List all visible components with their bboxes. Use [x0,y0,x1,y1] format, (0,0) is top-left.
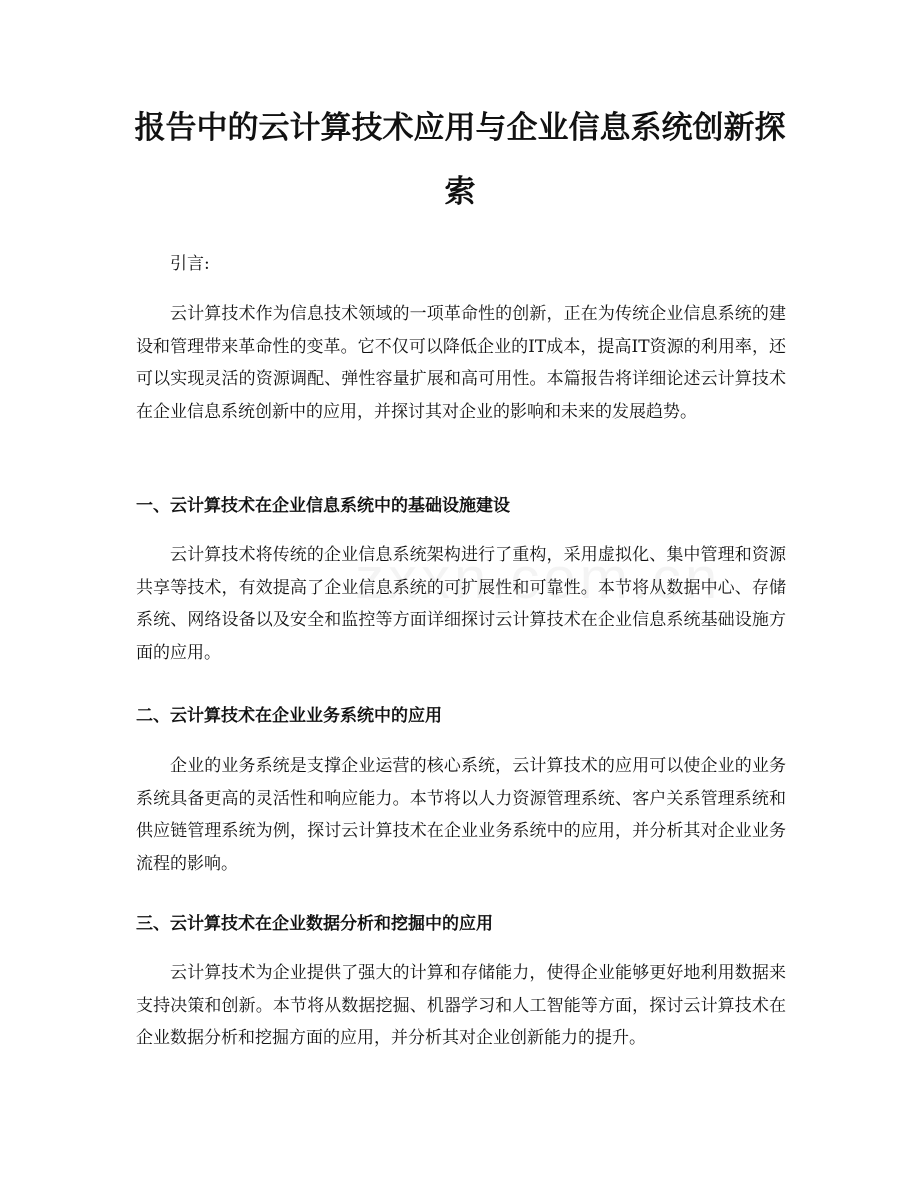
section-heading-3: 三、云计算技术在企业数据分析和挖掘中的应用 [136,914,493,934]
intro-paragraph: 云计算技术作为信息技术领域的一项革命性的创新，正在为传统企业信息系统的建设和管理带来革命性的变革。它不仅可以降低企业的IT成本，提高IT资源的利用率，还可以实现灵活的资源调配、弹性容量扩展和高可用性。本篇报告将详细论述云计算技术在企业信息系统创新中的应用，并探讨其对企业的影响和未来的发展趋势。 [136,304,786,422]
section-body-2: 企业的业务系统是支撑企业运营的核心系统，云计算技术的应用可以使企业的业务系统具备更高的灵活性和响应能力。本节将以人力资源管理系统、客户关系管理系统和供应链管理系统为例，探讨云计算技术在企业业务系统中的应用，并分析其对企业业务流程的影响。 [136,756,786,874]
section-body-3: 云计算技术为企业提供了强大的计算和存储能力，使得企业能够更好地利用数据来支持决策和创新。本节将从数据挖掘、机器学习和人工智能等方面，探讨云计算技术在企业数据分析和挖掘方面的应用，并分析其对企业创新能力的提升。 [136,963,786,1049]
document-title: 报告中的云计算技术应用与企业信息系统创新探索 [134,110,786,210]
section-heading-1: 一、云计算技术在企业信息系统中的基础设施建设 [136,496,510,516]
intro-label: 引言: [170,254,210,274]
section-body-1: 云计算技术将传统的企业信息系统架构进行了重构，采用虚拟化、集中管理和资源共享等技术，有效提高了企业信息系统的可扩展性和可靠性。本节将从数据中心、存储系统、网络设备以及安全和监控等方面详细探讨云计算技术在企业信息系统基础设施方面的应用。 [136,545,786,663]
section-heading-2: 二、云计算技术在企业业务系统中的应用 [136,706,442,726]
